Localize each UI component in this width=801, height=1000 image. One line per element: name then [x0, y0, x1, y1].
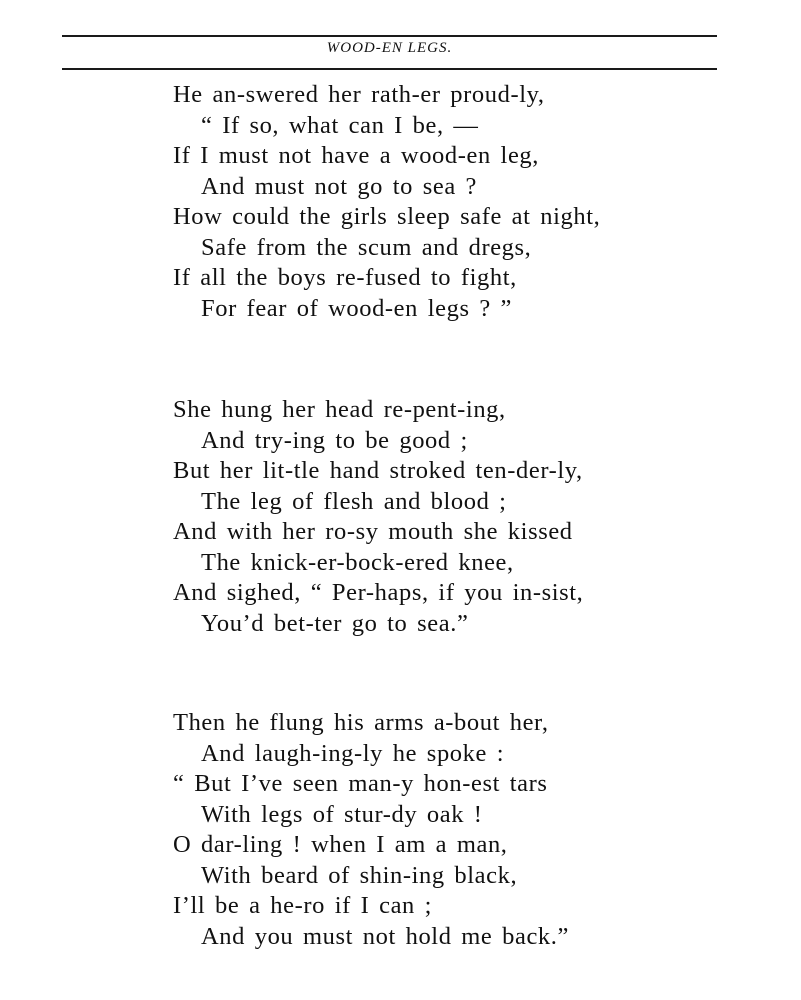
- poem-line: With legs of stur-dy oak !: [201, 800, 483, 828]
- poem-line: If I must not have a wood-en leg,: [173, 142, 540, 169]
- stanza-3: [173, 708, 693, 952]
- poem-line: And with her ro-sy mouth she kissed: [173, 518, 573, 545]
- poem-line: Then he flung his arms a-bout her,: [173, 709, 549, 736]
- poem-line: You’d bet-ter go to sea.”: [201, 609, 469, 637]
- poem-line: But her lit-tle hand stroked ten-der-ly,: [173, 457, 583, 484]
- poem-line: And you must not hold me back.”: [201, 922, 569, 950]
- poem-line: Safe from the scum and dregs,: [201, 233, 532, 261]
- poem-line: With beard of shin-ing black,: [201, 861, 518, 889]
- header-top-rule: [62, 35, 717, 37]
- poem-line: And must not go to sea ?: [201, 172, 478, 200]
- poem-line: The leg of flesh and blood ;: [201, 487, 507, 515]
- poem-line: I’ll be a he-ro if I can ;: [173, 892, 433, 919]
- poem-line: And sighed, “ Per-haps, if you in-sist,: [173, 579, 584, 606]
- running-head: WOOD-EN LEGS.: [326, 40, 453, 56]
- poem-line: O dar-ling ! when I am a man,: [173, 831, 508, 858]
- poem-line: And laugh-ing-ly he spoke :: [201, 739, 505, 767]
- poem-line: If all the boys re-fused to fight,: [173, 264, 517, 291]
- stanza-2: [173, 395, 693, 639]
- poem-line: And try-ing to be good ;: [201, 426, 468, 454]
- poem-line: “ But I’ve seen man-y hon-est tars: [173, 770, 548, 797]
- stanza-1: [173, 80, 693, 324]
- poem-line: She hung her head re-pent-ing,: [173, 396, 506, 423]
- poem-line: For fear of wood-en legs ? ”: [201, 294, 512, 322]
- poem-line: “ If so, what can I be, —: [201, 111, 479, 139]
- poem-line: How could the girls sleep safe at night,: [173, 203, 601, 230]
- poem-line: He an-swered her rath-er proud-ly,: [173, 81, 545, 108]
- header-bottom-rule: [62, 68, 717, 70]
- poem-line: The knick-er-bock-ered knee,: [201, 548, 514, 576]
